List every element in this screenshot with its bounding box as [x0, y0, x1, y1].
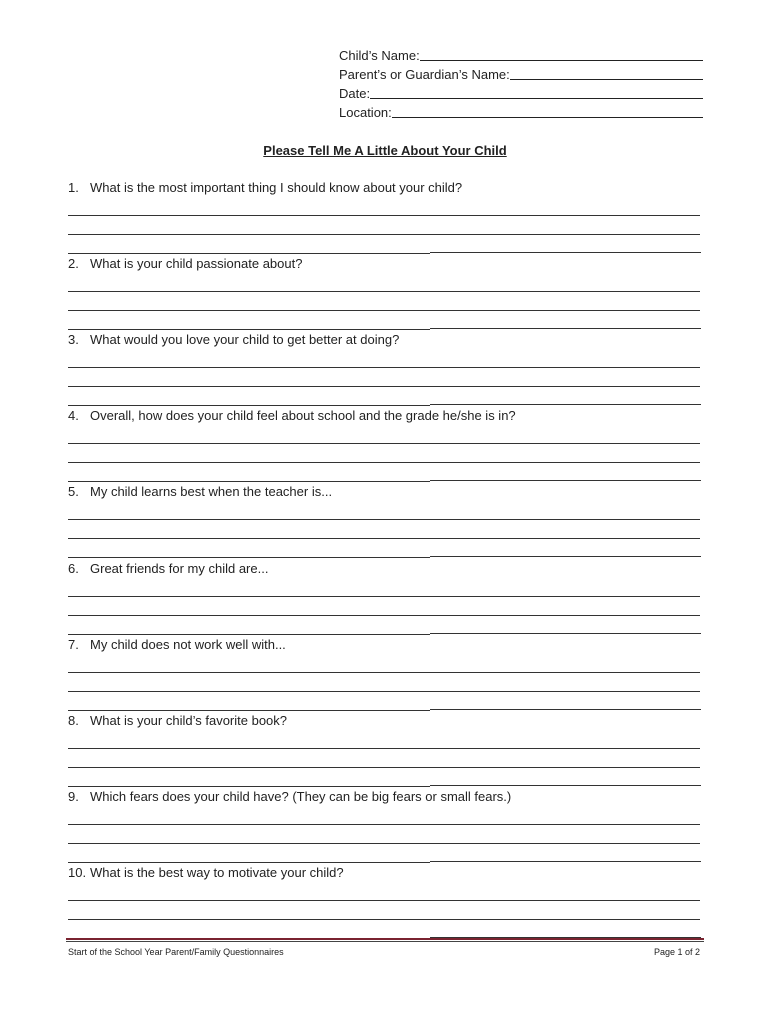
answer-line[interactable] — [68, 367, 700, 368]
answer-line[interactable] — [68, 291, 700, 292]
question-text — [68, 789, 700, 805]
answer-line[interactable] — [68, 386, 700, 387]
answer-line[interactable] — [68, 748, 700, 749]
answer-line[interactable] — [68, 462, 700, 463]
location-label: Location: — [339, 105, 392, 120]
question-number: 8. — [68, 713, 79, 728]
question-text — [68, 561, 700, 577]
question-number: 4. — [68, 408, 79, 423]
answer-line[interactable] — [68, 519, 700, 520]
childs-name-field[interactable] — [420, 59, 703, 61]
question-10 — [68, 865, 700, 881]
answer-line[interactable] — [68, 310, 700, 311]
answer-line[interactable] — [68, 253, 430, 254]
question-label: My child learns best when the teacher is... — [90, 484, 333, 499]
question-3 — [68, 332, 700, 348]
guardian-name-row — [339, 65, 703, 84]
answer-line[interactable] — [68, 596, 700, 597]
answer-line[interactable] — [68, 672, 700, 673]
question-number: 7. — [68, 637, 79, 652]
answer-line[interactable] — [68, 691, 700, 692]
answer-line[interactable] — [68, 443, 700, 444]
question-number: 10. — [68, 865, 87, 880]
question-label: What is your child’s favorite book? — [90, 713, 288, 728]
question-9 — [68, 789, 700, 805]
answer-line[interactable] — [68, 557, 430, 558]
answer-line[interactable] — [68, 481, 430, 482]
form-title: Please Tell Me A Little About Your Child — [263, 143, 507, 158]
guardian-name-label: Parent’s or Guardian’s Name: — [339, 67, 510, 82]
footer-divider — [66, 938, 704, 942]
question-number: 5. — [68, 484, 79, 499]
answer-line[interactable] — [68, 824, 700, 825]
question-number: 1. — [68, 180, 79, 195]
answer-line[interactable] — [68, 767, 700, 768]
answer-line[interactable] — [430, 252, 701, 253]
guardian-name-field[interactable] — [510, 78, 703, 80]
answer-line[interactable] — [68, 405, 430, 406]
footer-document-title: Start of the School Year Parent/Family Questionnaires — [68, 947, 284, 957]
question-label: Which fears does your child have? (They can be big fears or small fears.) — [90, 789, 512, 804]
footer-page-number: Page 1 of 2 — [653, 947, 700, 957]
answer-line[interactable] — [68, 862, 430, 863]
question-label: What is your child passionate about? — [90, 256, 303, 271]
date-row — [339, 84, 703, 103]
answer-line[interactable] — [68, 538, 700, 539]
answer-line[interactable] — [430, 861, 701, 862]
question-number: 3. — [68, 332, 79, 347]
question-text — [68, 713, 700, 729]
question-label: Great friends for my child are... — [90, 561, 269, 576]
question-text — [68, 865, 700, 881]
location-field[interactable] — [392, 116, 703, 118]
answer-line[interactable] — [68, 234, 700, 235]
answer-line[interactable] — [68, 710, 430, 711]
question-label: What would you love your child to get better at doing? — [90, 332, 400, 347]
childs-name-label: Child’s Name: — [339, 48, 420, 63]
answer-line[interactable] — [68, 329, 430, 330]
question-label: My child does not work well with... — [90, 637, 286, 652]
question-4 — [68, 408, 700, 424]
question-6 — [68, 561, 700, 577]
question-2 — [68, 256, 700, 272]
answer-line[interactable] — [68, 615, 700, 616]
answer-line[interactable] — [430, 709, 701, 710]
question-number: 6. — [68, 561, 79, 576]
question-8 — [68, 713, 700, 729]
question-number: 2. — [68, 256, 79, 271]
childs-name-row — [339, 46, 703, 65]
answer-line[interactable] — [68, 634, 430, 635]
answer-line[interactable] — [430, 556, 701, 557]
header-fields — [339, 46, 703, 122]
question-text — [68, 484, 700, 500]
answer-line[interactable] — [430, 328, 701, 329]
answer-line[interactable] — [68, 843, 700, 844]
date-label: Date: — [339, 86, 371, 101]
answer-line[interactable] — [68, 215, 700, 216]
answer-line[interactable] — [68, 786, 430, 787]
question-label: What is the most important thing I should know about your child? — [90, 180, 463, 195]
question-text — [68, 332, 700, 348]
question-text — [68, 637, 700, 653]
question-7 — [68, 637, 700, 653]
answer-line[interactable] — [430, 633, 701, 634]
answer-line[interactable] — [68, 919, 700, 920]
question-5 — [68, 484, 700, 500]
question-label: What is the best way to motivate your child? — [90, 865, 344, 880]
question-label: Overall, how does your child feel about school and the grade he/she is in? — [90, 408, 516, 423]
location-row — [339, 103, 703, 122]
date-field[interactable] — [370, 97, 703, 99]
question-text — [68, 180, 700, 196]
answer-line[interactable] — [430, 480, 701, 481]
answer-line[interactable] — [430, 404, 701, 405]
answer-line[interactable] — [430, 785, 701, 786]
question-number: 9. — [68, 789, 79, 804]
question-text — [68, 408, 700, 424]
question-text — [68, 256, 700, 272]
question-1 — [68, 180, 700, 196]
answer-line[interactable] — [68, 900, 700, 901]
